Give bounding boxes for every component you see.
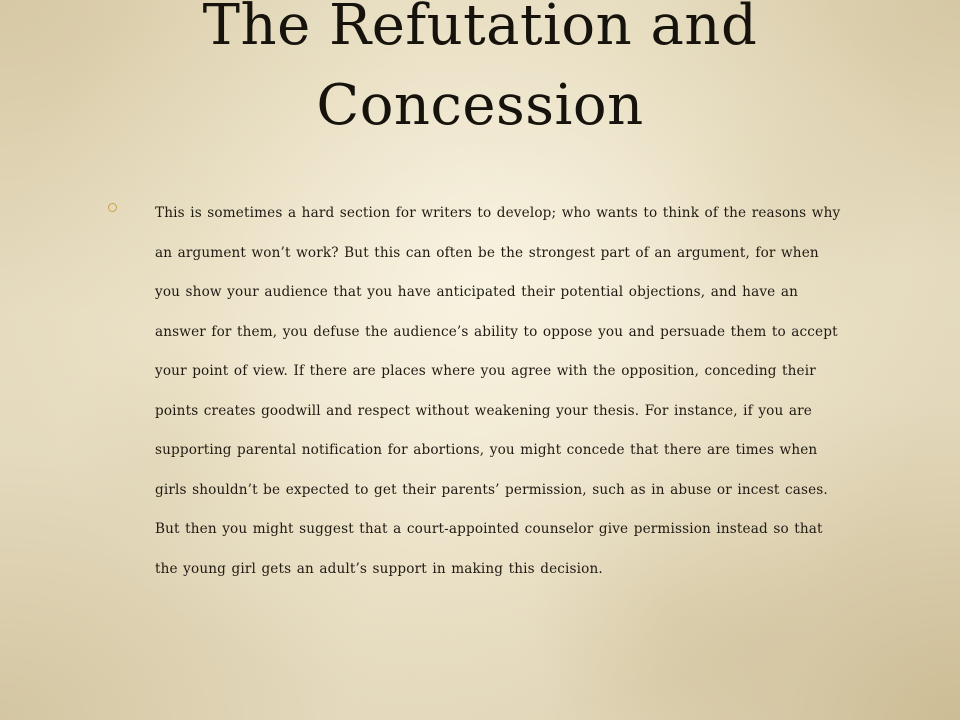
hollow-circle-bullet-icon <box>108 203 117 212</box>
slide-title: The Refutation and Concession <box>202 0 758 138</box>
bullet-text: This is sometimes a hard section for writers to develop; who wants to think of the reasons why an argument won’t work? But this can often be the strongest part of an argument, for when you show your audience that you have anticipated their potential objections, and have an answer for them, you defuse the audience’s ability to oppose you and persuade them to accept your point of view. If there are places where you agree with the opposition, conceding their points creates goodwill and respect without weakening your thesis. For instance, if you are supporting parental notification for abortions, you might concede that there are times when girls shouldn’t be expected to get their parents’ permission, such as in abuse or incest cases. But then you might suggest that a court-appointed counselor give permission instead so that the young girl gets an adult’s support in making this decision. <box>155 205 841 577</box>
